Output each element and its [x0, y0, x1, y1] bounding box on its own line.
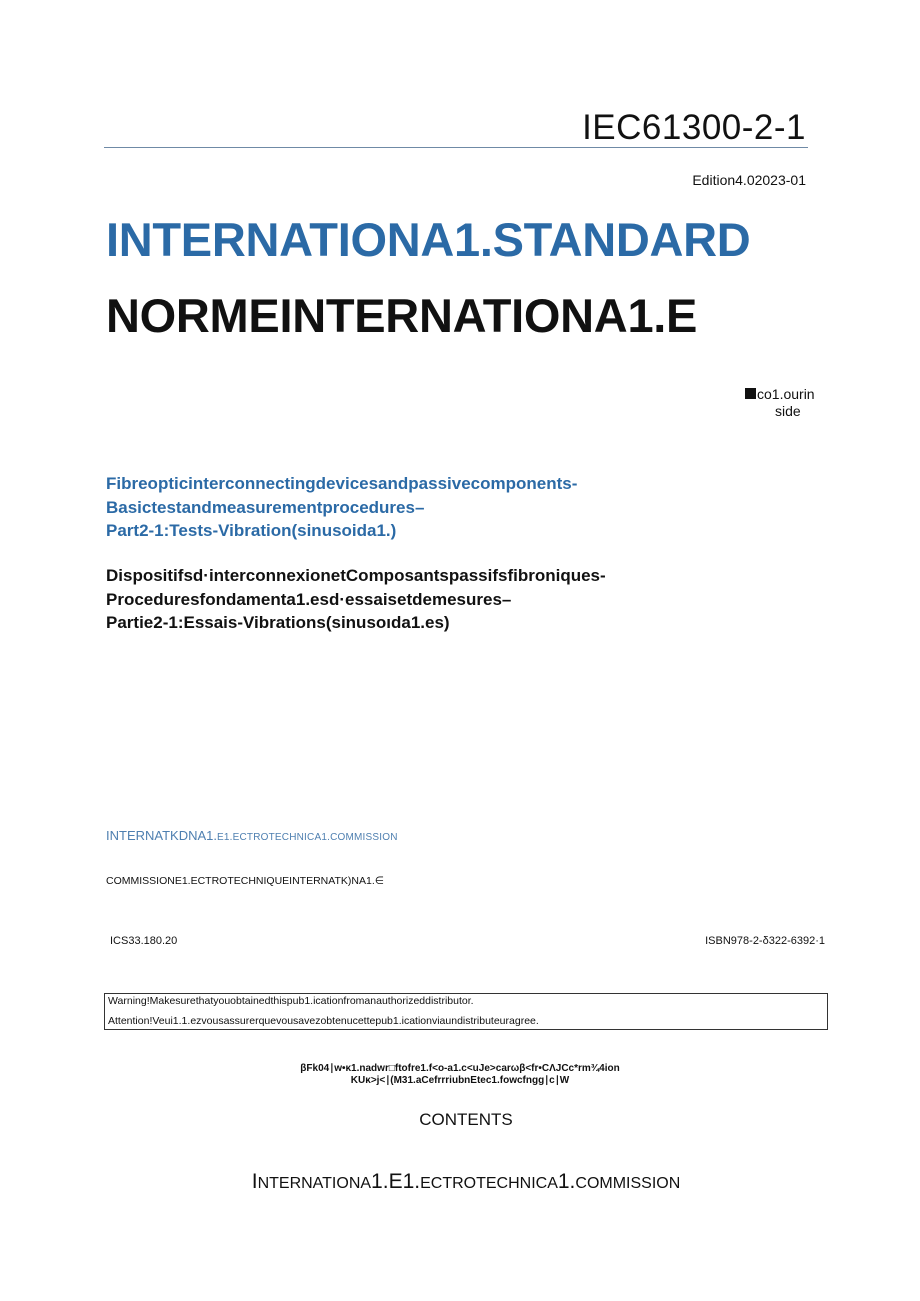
- colour-inside-text-2: side: [775, 403, 801, 416]
- square-bullet-icon: [745, 388, 756, 399]
- french-title-line-2: Proceduresfondamenta1.esd·essaisetdemesures–: [106, 589, 512, 609]
- trademark-notice: [0, 1063, 920, 1087]
- header-divider: [104, 147, 808, 148]
- warning-box: [104, 993, 828, 1030]
- commission-english-big: INTERNATKDNA1.: [106, 828, 217, 843]
- commission-english-small: E1.ECTROTECHNICA1.COMMISSION: [217, 832, 398, 843]
- commission-french: COMMISSIONE1.ECTROTECHNIQUEINTERNATK)NA1.∈: [106, 875, 384, 887]
- french-title-block: [106, 564, 606, 635]
- trademark-notice-line-1: βFk04∣w•κ1.nadwr□ftofre1.f<o-a1.c<uJe>carωβ<fr•CΛJCc*rm¾4ion: [300, 1063, 620, 1074]
- french-title-line-1: Dispositifsd·interconnexionetComposantspassifsfibroniques-: [106, 566, 606, 585]
- english-title-line-3: Part2-1:Tests-Vibration(sinusoida1.): [106, 521, 397, 540]
- english-title-line-1: Fibreopticinterconnectingdevicesandpassivecomponents-: [106, 474, 578, 493]
- title-international-standard: INTERNATIONA1.STANDARD: [106, 213, 751, 266]
- warning-french: Attention!Veui1.1.ezvousassurerquevousavezobtenucettepub1.icationviaundistributeuragree.: [108, 1015, 539, 1027]
- colour-inside-text: co1.ourin: [757, 386, 815, 402]
- ics-code: ICS33.180.20: [110, 935, 178, 947]
- english-title-line-2: Basictestandmeasurementprocedures–: [106, 497, 425, 517]
- english-title-block: [106, 472, 577, 543]
- commission-english: [106, 828, 398, 843]
- document-number: IEC61300-2-1: [582, 108, 806, 147]
- isbn-number: ISBN978-2-δ322-6392·1: [705, 935, 825, 947]
- warning-english: Warning!Makesurethatyouobtainedthispub1.icationfromanauthorizeddistributor.: [108, 995, 474, 1007]
- colour-inside-label: [745, 386, 825, 416]
- french-title-line-3: Partie2-1:Essais-Vibrations(sinusoıda1.es): [106, 613, 450, 632]
- title-norme-internationale: NORMEINTERNATIONA1.E: [106, 289, 698, 342]
- contents-heading: CONTENTS: [419, 1110, 513, 1129]
- edition-date: Edition4.02023-01: [692, 172, 806, 188]
- commission-footer: INTERNATIONA1.E1.ECTROTECHNICA1.COMMISSION: [251, 1170, 681, 1193]
- trademark-notice-line-2: KUκ>j<∣(M31.aCefrrriubnEtec1.fowcfngg∣c∣W: [350, 1075, 570, 1086]
